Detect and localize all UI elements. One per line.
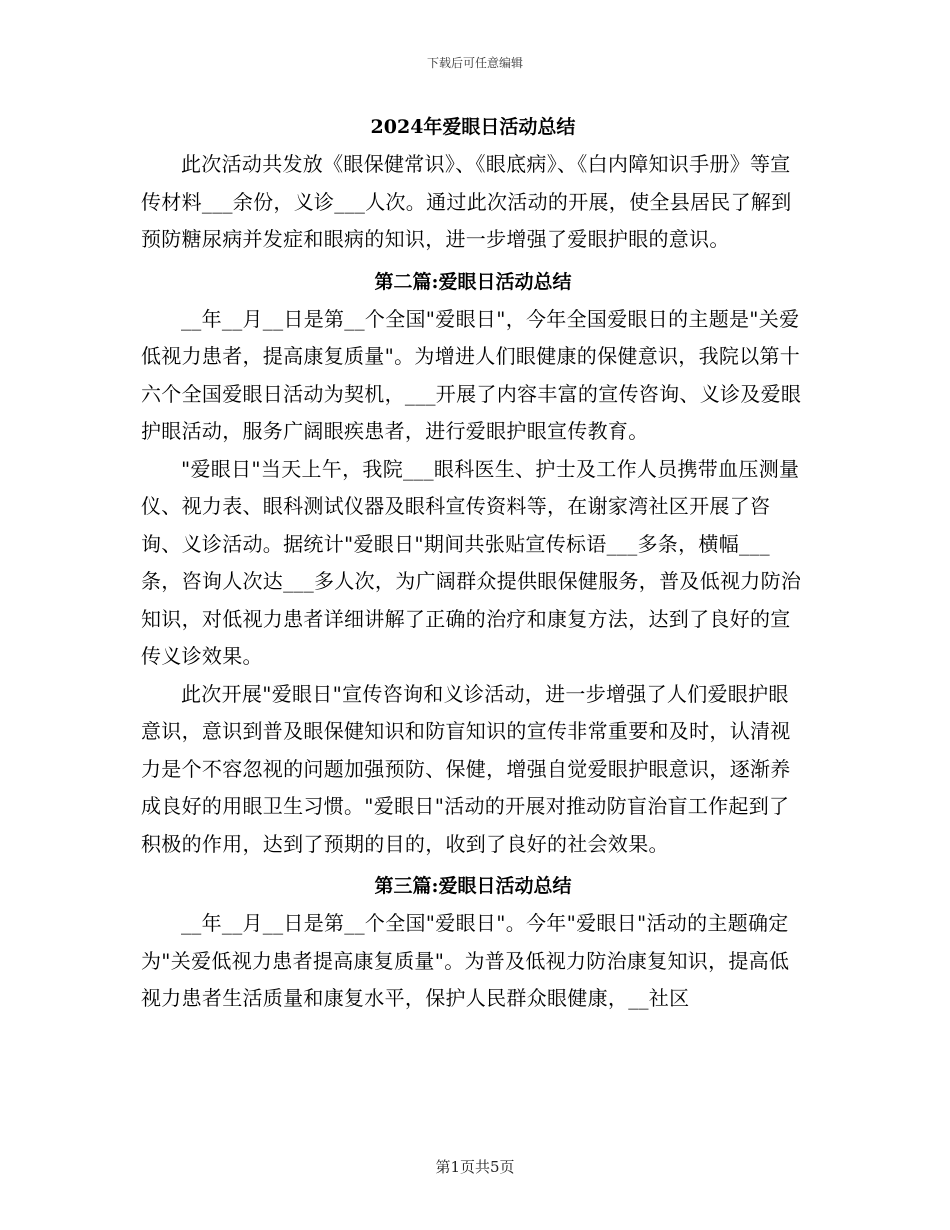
page-indicator: 第1页共5页 [435, 1158, 515, 1176]
header-note: 下载后可任意编辑 [426, 56, 523, 70]
section-2-paragraph-1: __年__月__日是第__个全国"爱眼日"，今年全国爱眼日的主题是"关爱低视力患者，提高康复质量"。为增进人们眼健康的保健意识，我院以第十六个全国爱眼日活动为契机，___开展了内容丰富的宣传咨询、义诊及爱眼护眼活动，服务广阔眼疾患者，进行爱眼护眼宣传教育。 [141, 306, 802, 443]
document-body [141, 112, 805, 1018]
section-3-title: 第三篇:爱眼日活动总结 [374, 875, 572, 897]
section-2-paragraph-2: "爱眼日"当天上午，我院___眼科医生、护士及工作人员携带血压测量仪、视力表、眼科测试仪器及眼科宣传资料等，在谢家湾社区开展了咨询、义诊活动。据统计"爱眼日"期间共张贴宣传标语___多条，横幅___条，咨询人次达___多人次，为广阔群众提供眼保健服务，普及低视力防治知识，对低视力患者详细讲解了正确的治疗和康复方法，达到了良好的宣传义诊效果。 [141, 456, 802, 668]
section-2-paragraph-3: 此次开展"爱眼日"宣传咨询和义诊活动，进一步增强了人们爱眼护眼意识，意识到普及眼保健知识和防盲知识的宣传非常重要和及时，认清视力是个不容忽视的问题加强预防、保健，增强自觉爱眼护眼意识，逐渐养成良好的用眼卫生习惯。"爱眼日"活动的开展对推动防盲治盲工作起到了积极的作用，达到了预期的目的，收到了良好的社会效果。 [141, 681, 791, 856]
intro-paragraph: 此次活动共发放《眼保健常识》、《眼底病》、《白内障知识手册》等宣传材料___余份，义诊___人次。通过此次活动的开展，使全县居民了解到预防糖尿病并发症和眼病的知识，进一步增强了爱眼护眼的意识。 [141, 152, 792, 251]
document-title: 2024年爱眼日活动总结 [370, 116, 576, 138]
section-2-title: 第二篇:爱眼日活动总结 [374, 270, 572, 293]
section-3-paragraph-1: __年__月__日是第__个全国"爱眼日"。今年"爱眼日"活动的主题确定为"关爱低视力患者提高康复质量"。为普及低视力防治康复知识，提高低视力患者生活质量和康复水平，保护人民群众眼健康，__社区 [141, 911, 790, 1010]
